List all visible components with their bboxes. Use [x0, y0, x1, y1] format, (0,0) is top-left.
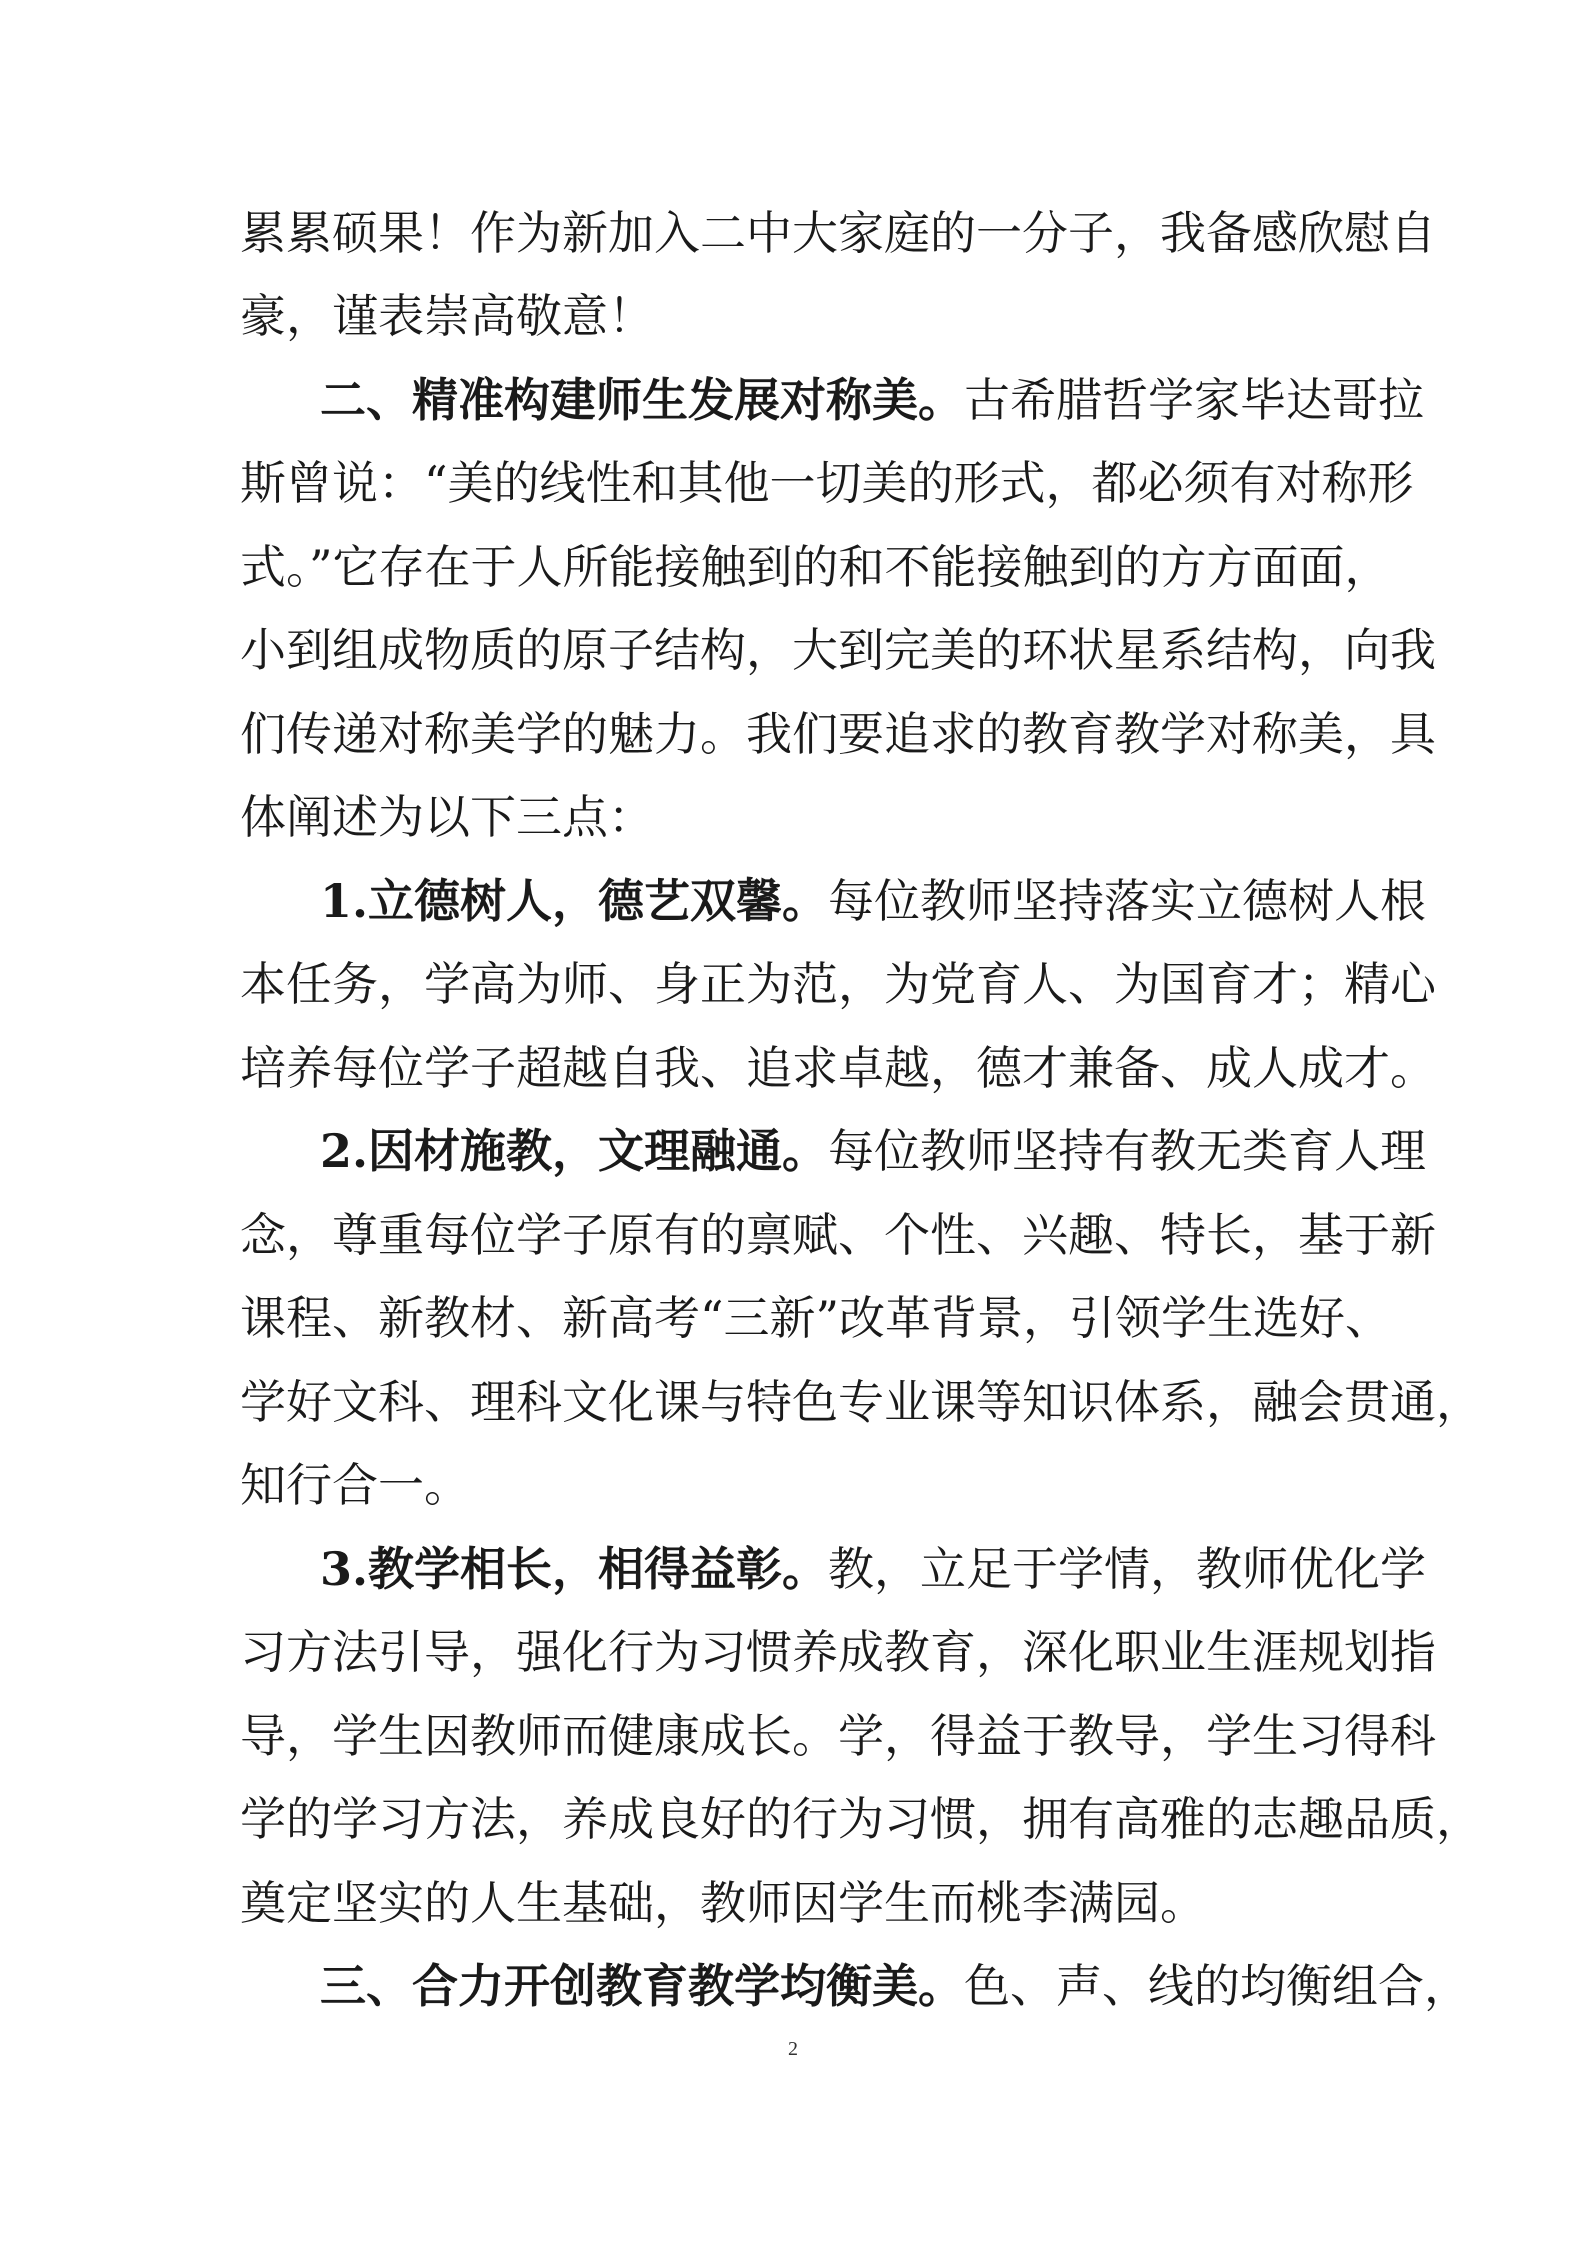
- text-line: 导，学生因教师而健康成长。学，得益于教导，学生习得科: [240, 1709, 1436, 1763]
- paragraph-text: 每位教师坚持落实立德树人根: [828, 874, 1427, 928]
- page-number: 2: [788, 2038, 798, 2060]
- section-heading: 二、精准构建师生发展对称美。: [320, 373, 964, 427]
- paragraph-first-line: [320, 1956, 1470, 2016]
- text-line: 学的学习方法，养成良好的行为习惯，拥有高雅的志趣品质，: [240, 1792, 1482, 1846]
- text-line: 课程、新教材、新高考“三新”改革背景，引领学生选好、: [240, 1291, 1392, 1345]
- paragraph-first-line: [320, 1539, 1427, 1599]
- section-heading: 三、合力开创教育教学均衡美。: [320, 1959, 964, 2013]
- text-line: 学好文科、理科文化课与特色专业课等知识体系，融会贯通，: [240, 1375, 1482, 1429]
- text-line: 豪，谨表崇高敬意！: [240, 289, 654, 343]
- paragraph-text: 古希腊哲学家毕达哥拉: [964, 373, 1424, 427]
- text-line: 知行合一。: [240, 1458, 470, 1512]
- paragraph-first-line: [320, 871, 1427, 931]
- text-line: 们传递对称美学的魅力。我们要追求的教育教学对称美，具: [240, 707, 1436, 761]
- subsection-heading: 1.立德树人，德艺双馨。: [320, 874, 829, 928]
- text-line: 本任务，学高为师、身正为范，为党育人、为国育才；精心: [240, 957, 1436, 1011]
- text-line: 式。”它存在于人所能接触到的和不能接触到的方方面面，: [240, 540, 1391, 594]
- text-line: 培养每位学子超越自我、追求卓越，德才兼备、成人成才。: [240, 1041, 1436, 1095]
- subsection-heading: 2.因材施教，文理融通。: [320, 1124, 829, 1178]
- paragraph-first-line: [320, 1121, 1427, 1181]
- paragraph-first-line: [320, 370, 1424, 430]
- text-line: 斯曾说：“美的线性和其他一切美的形式，都必须有对称形: [240, 456, 1414, 510]
- paragraph-text: 色、声、线的均衡组合，: [964, 1959, 1470, 2013]
- subsection-heading: 3.教学相长，相得益彰。: [320, 1542, 829, 1596]
- text-line: 体阐述为以下三点：: [240, 790, 654, 844]
- text-line: 奠定坚实的人生基础，教师因学生而桃李满园。: [240, 1876, 1206, 1930]
- text-line: 累累硕果！作为新加入二中大家庭的一分子，我备感欣慰自: [240, 206, 1436, 260]
- text-line: 念，尊重每位学子原有的禀赋、个性、兴趣、特长，基于新: [240, 1208, 1436, 1262]
- text-line: 小到组成物质的原子结构，大到完美的环状星系结构，向我: [240, 623, 1436, 677]
- text-line: 习方法引导，强化行为习惯养成教育，深化职业生涯规划指: [240, 1625, 1436, 1679]
- paragraph-text: 每位教师坚持有教无类育人理: [828, 1124, 1427, 1178]
- paragraph-text: 教，立足于学情，教师优化学: [828, 1542, 1427, 1596]
